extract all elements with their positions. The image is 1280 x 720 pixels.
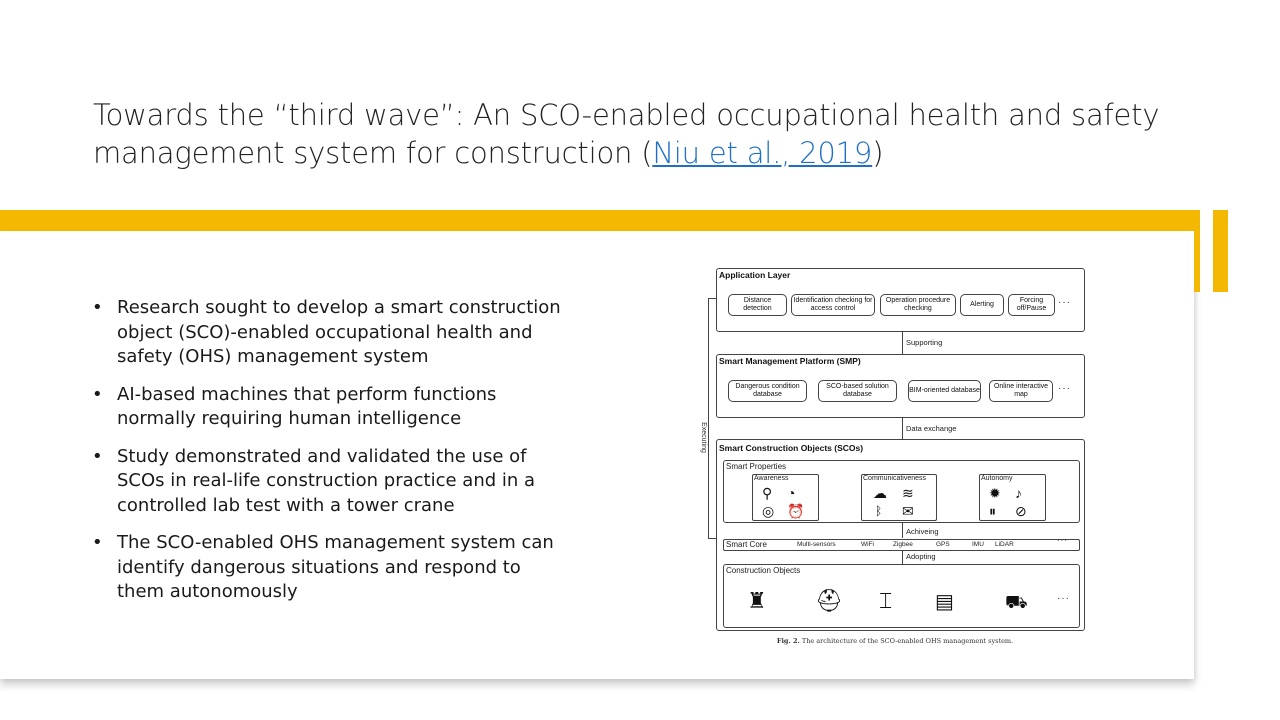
bullet-list <box>92 296 562 618</box>
executing-arrow-bottom <box>708 538 716 539</box>
adopting-label: Adopting <box>906 552 936 561</box>
smart-properties-label: Smart Properties <box>726 462 787 471</box>
warning-gear-icon: ✹ <box>989 485 1001 501</box>
achieving-label: Achiveing <box>906 527 939 536</box>
caption-text: The architecture of the SCO-enabled OHS management system. <box>799 637 1014 645</box>
bullet-text: The SCO-enabled OHS management system can identify dangerous situations and respond to them autonomously <box>117 532 554 602</box>
autonomy-label: Autonomy <box>981 475 1013 482</box>
wireless-icon: ≋ <box>902 485 914 501</box>
supporting-arrow <box>902 332 903 354</box>
architecture-figure <box>695 262 1095 654</box>
accent-stub-right <box>1213 210 1228 292</box>
bullet-dot: • <box>92 532 103 553</box>
steel-beam-icon: ⌶ <box>879 588 893 613</box>
app-item-distance: Distance detection <box>728 294 787 316</box>
smp-item-bim: BIM-oriented database <box>908 380 981 402</box>
bell-icon: ♪ <box>1015 485 1022 501</box>
pause-icon: ⏸ <box>989 503 996 519</box>
bullet-dot: • <box>92 297 103 318</box>
location-pin-icon: ⚲ <box>762 485 773 501</box>
title-text: Towards the “third wave”: An SCO-enabled occupational health and safety management system for construction ( <box>93 98 1160 170</box>
supporting-label: Supporting <box>906 338 943 347</box>
data-exchange-arrow <box>902 418 903 439</box>
smp-item-map: Online interactive map <box>989 380 1053 402</box>
bullet-item <box>92 383 562 432</box>
citation-link[interactable]: Niu et al., 2019 <box>652 136 873 170</box>
radar-icon: ◎ <box>762 503 775 519</box>
bullet-item <box>92 445 562 519</box>
slide-title <box>93 96 1173 172</box>
core-imu: IMU <box>972 541 984 548</box>
executing-arrow-top <box>708 298 716 299</box>
accent-bar <box>0 210 1200 231</box>
awareness-label: Awareness <box>754 475 789 482</box>
communicativeness-label: Communicativeness <box>863 475 927 482</box>
smart-core-label: Smart Core <box>726 540 767 549</box>
bullet-text: AI-based machines that perform functions normally requiring human intelligence <box>117 383 497 429</box>
construction-objects-label: Construction Objects <box>726 566 801 575</box>
hard-hat-icon: ⛑ <box>815 588 843 613</box>
bullet-dot: • <box>92 445 103 467</box>
title-closing-paren: ) <box>872 136 884 170</box>
core-ellipsis: ··· <box>1057 536 1068 545</box>
envelope-icon: ✉ <box>902 503 914 519</box>
smp-ellipsis: ··· <box>1058 383 1071 394</box>
sco-label: Smart Construction Objects (SCOs) <box>719 443 864 453</box>
executing-line <box>708 298 709 538</box>
adopting-arrow <box>902 550 903 564</box>
executing-label: Executing <box>699 422 707 453</box>
ear-icon: ◔ <box>787 485 796 501</box>
objects-ellipsis: ··· <box>1057 593 1070 604</box>
bluetooth-icon: ᛒ <box>875 504 883 518</box>
prohibit-icon: ⊘ <box>1015 503 1027 519</box>
container-icon: ▤ <box>935 591 954 613</box>
alarm-clock-icon: ⏰ <box>787 503 805 519</box>
data-exchange-label: Data exchange <box>906 424 957 433</box>
cloud-upload-icon: ☁ <box>873 485 887 501</box>
core-multi-sensors: Multi-sensors <box>797 541 836 548</box>
app-item-forcing: Forcing off/Pause <box>1008 294 1055 316</box>
bullet-dot: • <box>92 383 103 405</box>
dump-truck-icon: ⛟ <box>1005 592 1028 612</box>
bullet-text: Study demonstrated and validated the use of SCOs in real-life construction practice and in a controlled lab test with a tower crane <box>117 445 536 516</box>
application-layer-label: Application Layer <box>719 270 791 280</box>
smp-label: Smart Management Platform (SMP) <box>719 356 861 366</box>
app-ellipsis: ··· <box>1058 297 1071 308</box>
core-wifi: WiFi <box>861 541 874 548</box>
app-item-alerting: Alerting <box>960 294 1004 316</box>
smp-item-solution: SCO-based solution database <box>818 380 897 402</box>
app-item-identification: Identification checking for access control <box>791 294 875 316</box>
accent-stub-left <box>1194 210 1200 292</box>
achieving-arrow <box>902 522 903 538</box>
core-gps: GPS <box>936 541 950 548</box>
caption-label: Fig. 2. <box>776 637 800 645</box>
figure-caption <box>695 637 1095 645</box>
core-zigbee: Zigbee <box>893 541 913 548</box>
bullet-item <box>92 296 562 370</box>
bullet-item <box>92 531 562 605</box>
smp-item-dangerous: Dangerous condition database <box>728 380 807 402</box>
app-item-operation: Operation procedure checking <box>880 294 956 316</box>
bullet-text: Research sought to develop a smart construction object (SCO)-enabled occupational health and safety (OHS) management system <box>117 297 561 367</box>
tower-crane-icon: ♜ <box>747 588 767 613</box>
core-lidar: LiDAR <box>995 541 1014 548</box>
